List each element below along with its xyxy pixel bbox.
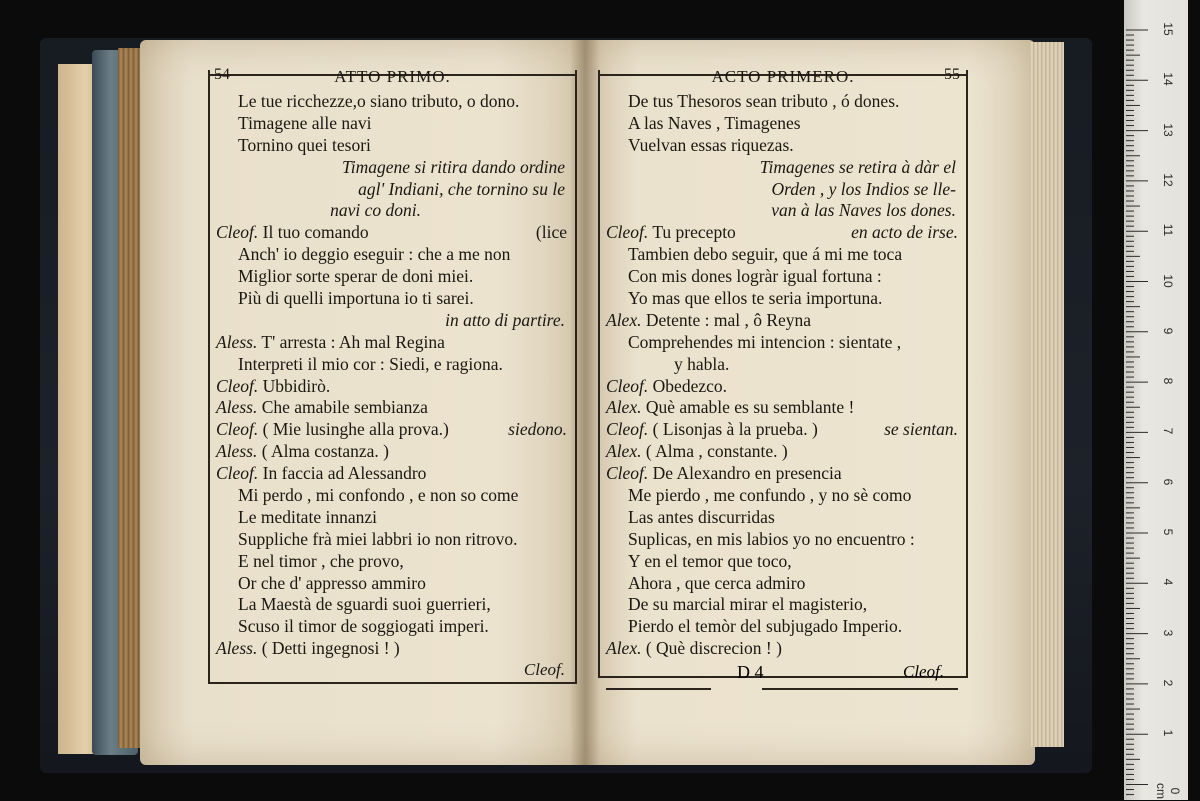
left-text-block — [208, 66, 577, 684]
speaker-label: Alex. — [606, 309, 642, 330]
speaker-label: Aless. — [216, 397, 258, 418]
text-line: Vuelvan essas riquezas. — [628, 134, 794, 155]
speaker-label: Cleof. — [216, 222, 259, 243]
line-text: Che amabile sembianza — [261, 397, 428, 418]
text-line: Or che d' appresso ammiro — [238, 572, 426, 593]
line-text: Ubbidirò. — [262, 375, 331, 396]
speaker-label: Cleof. — [606, 222, 649, 243]
text-line: Le tue ricchezze,o siano tributo, o dono. — [238, 91, 520, 111]
dialogue-line — [606, 310, 962, 332]
text-line: Mi perdo , mi confondo , e non so come — [238, 485, 519, 506]
ruler-label: 12 — [1161, 173, 1175, 187]
line-text: ( Detti ingegnosi ! ) — [261, 638, 400, 659]
ruler-label: 9 — [1161, 327, 1175, 335]
speaker-label: Alex. — [606, 638, 642, 659]
ruler-label: 7 — [1161, 428, 1175, 435]
page-edges-right — [1030, 42, 1064, 747]
line-text: ( Alma , constante. ) — [645, 441, 788, 462]
dialogue-line — [216, 638, 571, 660]
measuring-ruler — [1124, 0, 1188, 800]
line-text: Obedezco. — [652, 375, 728, 396]
speaker-label: Aless. — [216, 331, 258, 352]
line-text: Il tuo comando — [262, 222, 369, 243]
speaker-label: Cleof. — [216, 375, 259, 396]
line-text: Tu precepto — [652, 222, 736, 243]
dialogue-line — [216, 222, 571, 244]
text-line: Più di quelli importuna io ti sarei. — [238, 288, 474, 309]
speaker-label: Cleof. — [606, 419, 649, 440]
dialogue-line — [606, 222, 962, 244]
ruler-label: 0 cm — [1154, 782, 1182, 799]
text-line: Tambien debo seguir, que á mi me toca — [628, 244, 903, 265]
text-line: La Maestà de sguardi suoi guerrieri, — [238, 594, 491, 615]
page-number: 55 — [944, 66, 960, 83]
text-line: Anch' io deggio eseguir : che a me non — [238, 244, 511, 265]
signature-mark: D 4 — [737, 662, 764, 682]
dialogue-line — [606, 463, 962, 485]
line-text: ( Què discrecion ! ) — [645, 638, 782, 659]
text-line: Las antes discurridas — [628, 506, 775, 527]
ruler-label: 14 — [1161, 72, 1175, 86]
text-line: De su marcial mirar el magisterio, — [628, 594, 868, 615]
line-text: In faccia ad Alessandro — [262, 463, 427, 484]
ruler-label: 6 — [1161, 478, 1175, 486]
text-line: Suplicas, en mis labios yo no encuentro : — [628, 528, 915, 549]
ruler-label: 13 — [1161, 122, 1175, 137]
speaker-label: Aless. — [216, 638, 258, 659]
footer-rule — [606, 688, 711, 690]
text-line: Me pierdo , me confundo , y no sè como — [628, 485, 912, 506]
verse-lines — [216, 91, 571, 660]
speaker-label: Cleof. — [216, 419, 259, 440]
text-line: Timagene alle navi — [238, 112, 372, 133]
text-line: Y en el temor que toco, — [628, 550, 792, 571]
speaker-label: Aless. — [216, 441, 258, 462]
text-line: Pierdo el temòr del subjugado Imperio. — [628, 616, 903, 637]
stage-direction: Timagenes se retira à dàr el — [759, 156, 956, 177]
text-line: Suppliche frà miei labbri io non ritrovo. — [238, 528, 518, 549]
ruler-label: 2 — [1161, 679, 1175, 687]
stage-direction: siedono. — [508, 419, 567, 440]
line-text: ( Lisonjas à la prueba. ) — [652, 419, 818, 440]
dialogue-line — [216, 463, 571, 485]
running-head: ATTO PRIMO. — [334, 67, 451, 86]
line-text: Detente : mal , ô Reyna — [645, 309, 812, 330]
text-line: Interpreti il mio cor : Siedi, e ragiona. — [238, 353, 503, 374]
text-line: E nel timor , che provo, — [238, 550, 404, 571]
ruler-label: 8 — [1161, 377, 1175, 385]
dialogue-line — [216, 419, 571, 441]
dialogue-line — [606, 397, 962, 419]
ruler-label: 1 — [1161, 729, 1175, 737]
ruler-label: 3 — [1161, 629, 1175, 636]
stage-direction: in atto di partire. — [445, 309, 565, 330]
stage-direction: Timagene si ritira dando ordine — [342, 156, 565, 177]
speaker-label: Alex. — [606, 397, 642, 418]
dialogue-line — [606, 376, 962, 398]
ruler-label: 4 — [1161, 578, 1175, 586]
ruler-label: 5 — [1161, 528, 1175, 536]
text-line: Tornino quei tesori — [238, 134, 371, 155]
text-line: De tus Thesoros sean tributo , ó dones. — [628, 91, 900, 111]
line-text: ( Alma costanza. ) — [261, 441, 390, 462]
text-line: Le meditate innanzi — [238, 506, 377, 527]
right-text-block — [598, 66, 968, 678]
dialogue-line — [606, 419, 962, 441]
running-head: ACTO PRIMERO. — [711, 67, 855, 86]
text-line: Yo mas que ellos te seria importuna. — [628, 288, 883, 309]
ruler-ticks — [1124, 0, 1188, 800]
ruler-label: 15 — [1161, 22, 1175, 36]
dialogue-line — [606, 638, 962, 660]
text-line: Comprehendes mi intencion : sientate , — [628, 331, 902, 352]
text-line: Miglior sorte sperar de doni miei. — [238, 266, 474, 287]
line-overflow: (lice — [535, 222, 567, 243]
ruler-label: 11 — [1161, 223, 1175, 237]
stage-direction: se sientan. — [884, 419, 958, 440]
text-line: A las Naves , Timagenes — [628, 112, 801, 133]
catchword: Cleof. — [903, 662, 945, 681]
stage-direction: en acto de irse. — [851, 222, 958, 243]
line-text: Què amable es su semblante ! — [645, 397, 855, 418]
dialogue-line — [216, 332, 571, 354]
footer-rule — [762, 688, 958, 690]
dialogue-line — [216, 376, 571, 398]
stage-direction: Orden , y los Indios se lle- — [771, 178, 956, 199]
verse-lines — [606, 91, 962, 660]
speaker-label: Cleof. — [606, 375, 649, 396]
speaker-label: Cleof. — [216, 463, 259, 484]
text-line: Ahora , que cerca admiro — [628, 572, 806, 593]
stage-direction: navi co doni. — [330, 200, 421, 221]
dialogue-line — [216, 441, 571, 463]
page-number: 54 — [214, 66, 230, 83]
text-line: Scuso il timor de soggiogati imperi. — [238, 616, 489, 637]
text-line: y habla. — [674, 353, 730, 374]
line-text: ( Mie lusinghe alla prova.) — [262, 419, 449, 440]
text-line: Con mis dones logràr igual fortuna : — [628, 266, 882, 287]
line-text: De Alexandro en presencia — [652, 463, 842, 484]
dialogue-line — [606, 441, 962, 463]
dialogue-line — [216, 397, 571, 419]
catchword: Cleof. — [523, 660, 565, 679]
ruler-label: 10 — [1161, 273, 1175, 288]
speaker-label: Cleof. — [606, 463, 649, 484]
stage-direction: agl' Indiani, che tornino su le — [358, 178, 565, 199]
speaker-label: Alex. — [606, 441, 642, 462]
line-text: T' arresta : Ah mal Regina — [261, 331, 445, 352]
stage-direction: van à las Naves los dones. — [771, 200, 956, 221]
